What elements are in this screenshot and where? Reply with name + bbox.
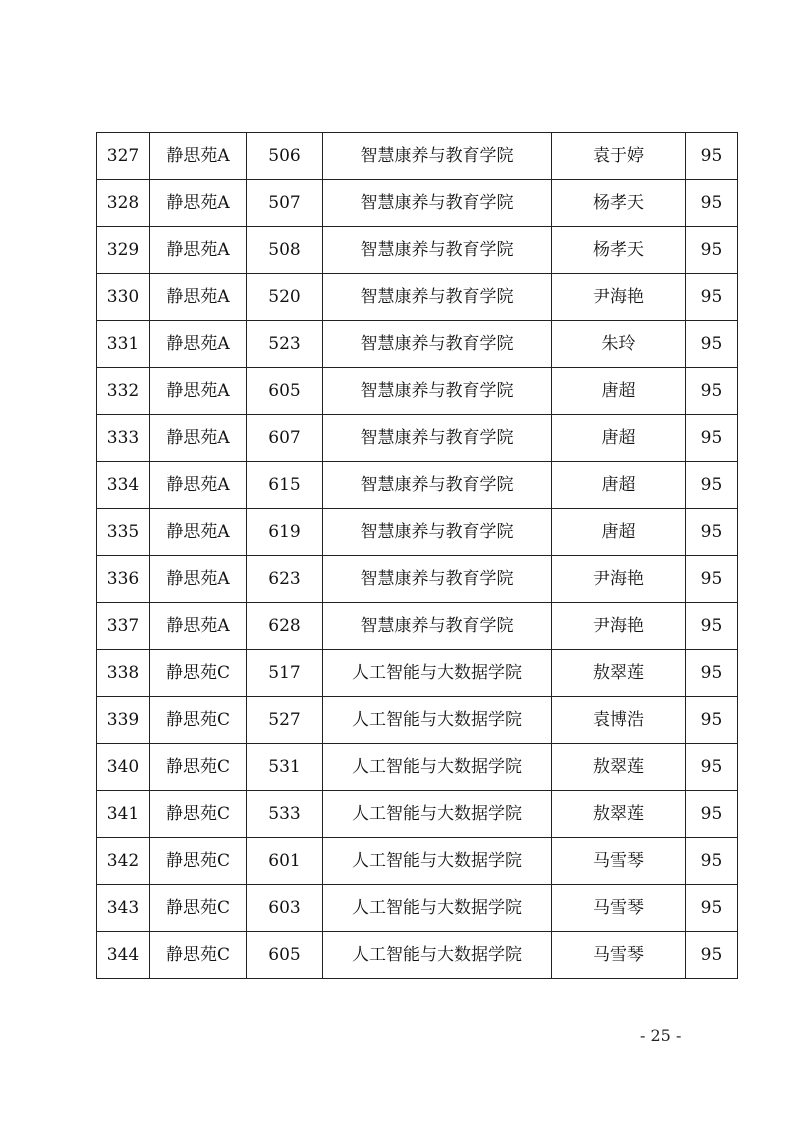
college-cell: 人工智能与大数据学院 [323, 885, 552, 932]
college-cell: 智慧康养与教育学院 [323, 321, 552, 368]
score-cell: 95 [686, 227, 738, 274]
building-cell: 静思苑A [150, 274, 247, 321]
inspector-name-cell: 马雪琴 [552, 838, 686, 885]
inspector-name-cell: 尹海艳 [552, 603, 686, 650]
row-number-cell: 331 [97, 321, 150, 368]
room-number-cell: 607 [247, 415, 323, 462]
building-cell: 静思苑A [150, 321, 247, 368]
table-body [97, 133, 738, 979]
room-number-cell: 517 [247, 650, 323, 697]
row-number-cell: 341 [97, 791, 150, 838]
table-row [97, 791, 738, 838]
dormitory-score-table [96, 132, 738, 979]
row-number-cell: 337 [97, 603, 150, 650]
building-cell: 静思苑A [150, 227, 247, 274]
college-cell: 人工智能与大数据学院 [323, 697, 552, 744]
building-cell: 静思苑A [150, 133, 247, 180]
room-number-cell: 628 [247, 603, 323, 650]
building-cell: 静思苑C [150, 697, 247, 744]
college-cell: 智慧康养与教育学院 [323, 556, 552, 603]
score-cell: 95 [686, 838, 738, 885]
building-cell: 静思苑A [150, 603, 247, 650]
inspector-name-cell: 朱玲 [552, 321, 686, 368]
room-number-cell: 527 [247, 697, 323, 744]
score-cell: 95 [686, 932, 738, 979]
table-row [97, 133, 738, 180]
college-cell: 智慧康养与教育学院 [323, 274, 552, 321]
table-row [97, 227, 738, 274]
table-row [97, 415, 738, 462]
row-number-cell: 332 [97, 368, 150, 415]
inspector-name-cell: 唐超 [552, 415, 686, 462]
row-number-cell: 339 [97, 697, 150, 744]
college-cell: 智慧康养与教育学院 [323, 509, 552, 556]
table-row [97, 180, 738, 227]
college-cell: 智慧康养与教育学院 [323, 133, 552, 180]
room-number-cell: 603 [247, 885, 323, 932]
table-row [97, 509, 738, 556]
row-number-cell: 335 [97, 509, 150, 556]
row-number-cell: 343 [97, 885, 150, 932]
score-cell: 95 [686, 603, 738, 650]
score-cell: 95 [686, 744, 738, 791]
college-cell: 智慧康养与教育学院 [323, 603, 552, 650]
room-number-cell: 531 [247, 744, 323, 791]
table-row [97, 838, 738, 885]
table-row [97, 462, 738, 509]
room-number-cell: 623 [247, 556, 323, 603]
score-cell: 95 [686, 180, 738, 227]
room-number-cell: 520 [247, 274, 323, 321]
room-number-cell: 615 [247, 462, 323, 509]
building-cell: 静思苑A [150, 509, 247, 556]
row-number-cell: 333 [97, 415, 150, 462]
table-row [97, 556, 738, 603]
inspector-name-cell: 尹海艳 [552, 556, 686, 603]
room-number-cell: 507 [247, 180, 323, 227]
row-number-cell: 340 [97, 744, 150, 791]
room-number-cell: 506 [247, 133, 323, 180]
table-row [97, 603, 738, 650]
room-number-cell: 601 [247, 838, 323, 885]
building-cell: 静思苑C [150, 791, 247, 838]
row-number-cell: 328 [97, 180, 150, 227]
college-cell: 智慧康养与教育学院 [323, 180, 552, 227]
college-cell: 人工智能与大数据学院 [323, 650, 552, 697]
college-cell: 人工智能与大数据学院 [323, 744, 552, 791]
row-number-cell: 336 [97, 556, 150, 603]
row-number-cell: 342 [97, 838, 150, 885]
table-row [97, 321, 738, 368]
score-cell: 95 [686, 368, 738, 415]
inspector-name-cell: 唐超 [552, 462, 686, 509]
page-number: - 25 - [640, 1026, 682, 1045]
row-number-cell: 344 [97, 932, 150, 979]
inspector-name-cell: 唐超 [552, 368, 686, 415]
score-cell: 95 [686, 791, 738, 838]
row-number-cell: 330 [97, 274, 150, 321]
room-number-cell: 619 [247, 509, 323, 556]
score-cell: 95 [686, 556, 738, 603]
inspector-name-cell: 敖翠莲 [552, 650, 686, 697]
table-row [97, 650, 738, 697]
score-cell: 95 [686, 415, 738, 462]
building-cell: 静思苑C [150, 885, 247, 932]
building-cell: 静思苑C [150, 932, 247, 979]
room-number-cell: 533 [247, 791, 323, 838]
college-cell: 智慧康养与教育学院 [323, 415, 552, 462]
inspector-name-cell: 尹海艳 [552, 274, 686, 321]
row-number-cell: 334 [97, 462, 150, 509]
score-cell: 95 [686, 885, 738, 932]
inspector-name-cell: 袁博浩 [552, 697, 686, 744]
inspector-name-cell: 袁于婷 [552, 133, 686, 180]
college-cell: 智慧康养与教育学院 [323, 462, 552, 509]
building-cell: 静思苑A [150, 368, 247, 415]
inspector-name-cell: 杨孝天 [552, 227, 686, 274]
building-cell: 静思苑C [150, 650, 247, 697]
score-cell: 95 [686, 650, 738, 697]
table-row [97, 697, 738, 744]
inspector-name-cell: 杨孝天 [552, 180, 686, 227]
inspector-name-cell: 马雪琴 [552, 932, 686, 979]
table-row [97, 368, 738, 415]
building-cell: 静思苑A [150, 462, 247, 509]
room-number-cell: 508 [247, 227, 323, 274]
row-number-cell: 338 [97, 650, 150, 697]
score-cell: 95 [686, 509, 738, 556]
inspector-name-cell: 敖翠莲 [552, 791, 686, 838]
score-cell: 95 [686, 697, 738, 744]
college-cell: 人工智能与大数据学院 [323, 791, 552, 838]
college-cell: 人工智能与大数据学院 [323, 932, 552, 979]
table-row [97, 885, 738, 932]
room-number-cell: 523 [247, 321, 323, 368]
table-row [97, 274, 738, 321]
table-row [97, 932, 738, 979]
inspector-name-cell: 敖翠莲 [552, 744, 686, 791]
building-cell: 静思苑A [150, 415, 247, 462]
inspector-name-cell: 唐超 [552, 509, 686, 556]
table-row [97, 744, 738, 791]
row-number-cell: 329 [97, 227, 150, 274]
score-cell: 95 [686, 133, 738, 180]
building-cell: 静思苑A [150, 180, 247, 227]
college-cell: 人工智能与大数据学院 [323, 838, 552, 885]
college-cell: 智慧康养与教育学院 [323, 368, 552, 415]
row-number-cell: 327 [97, 133, 150, 180]
room-number-cell: 605 [247, 368, 323, 415]
inspector-name-cell: 马雪琴 [552, 885, 686, 932]
score-cell: 95 [686, 274, 738, 321]
room-number-cell: 605 [247, 932, 323, 979]
college-cell: 智慧康养与教育学院 [323, 227, 552, 274]
building-cell: 静思苑C [150, 838, 247, 885]
building-cell: 静思苑A [150, 556, 247, 603]
building-cell: 静思苑C [150, 744, 247, 791]
score-cell: 95 [686, 321, 738, 368]
score-cell: 95 [686, 462, 738, 509]
